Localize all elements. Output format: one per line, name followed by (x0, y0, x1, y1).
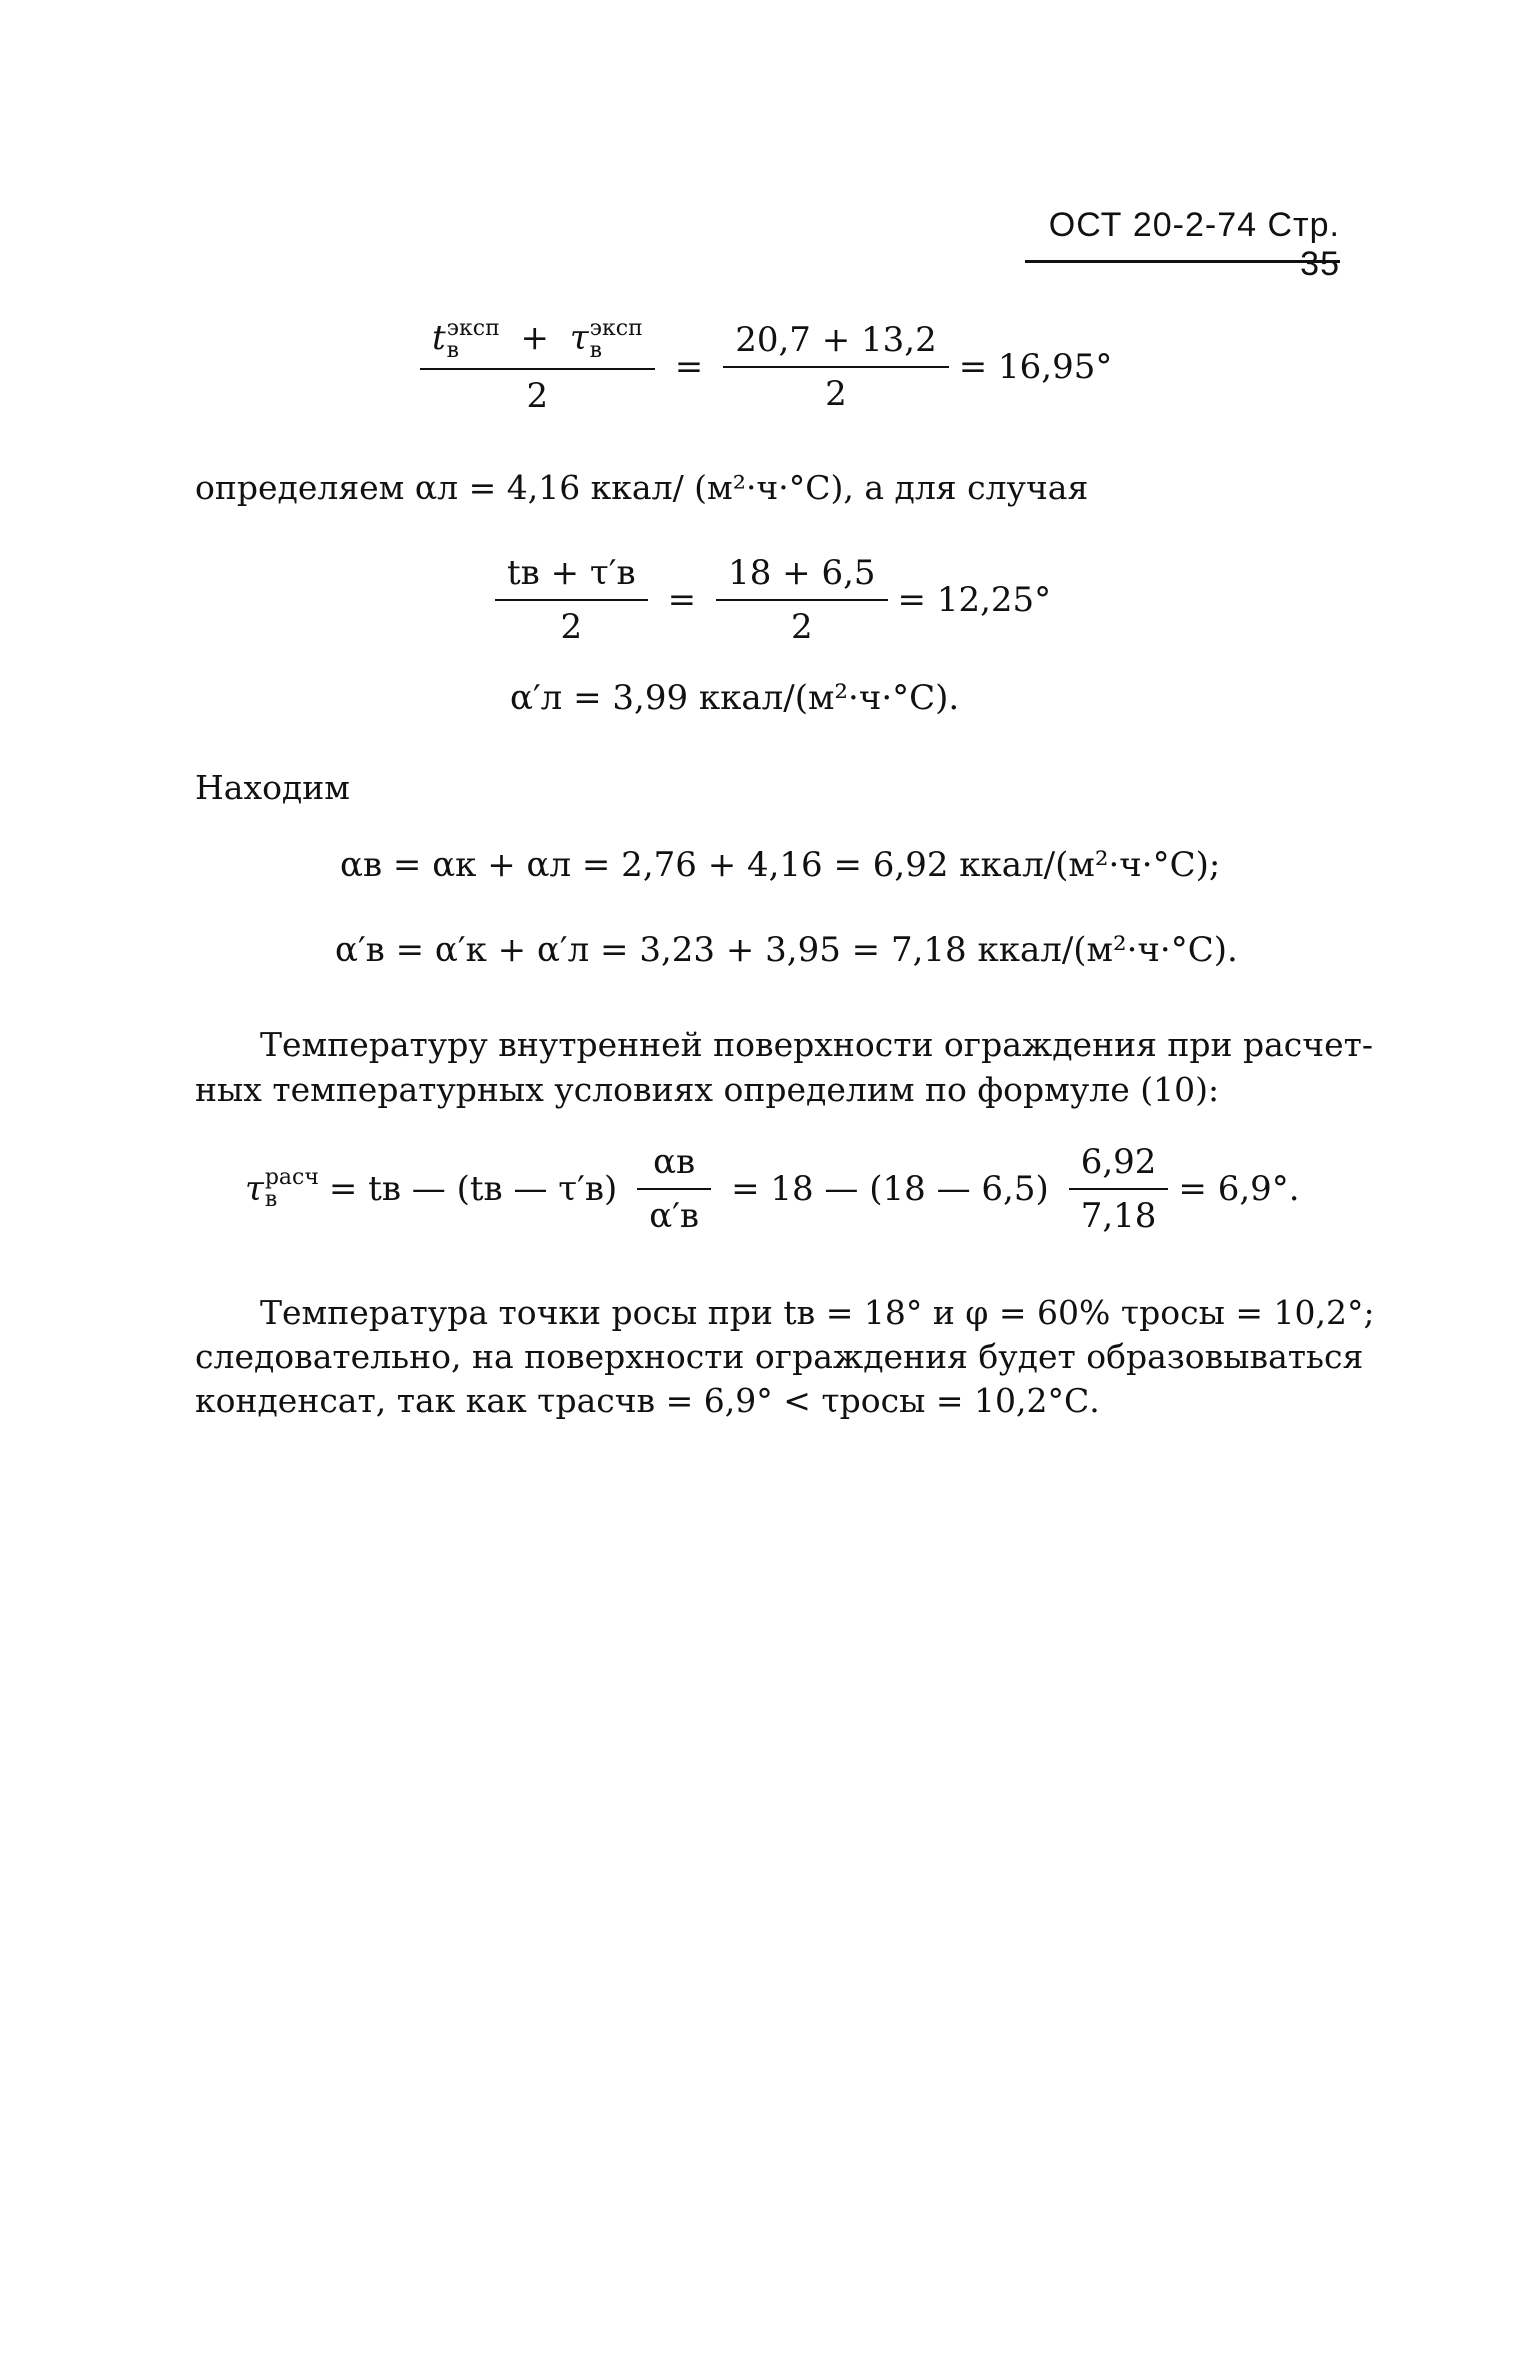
formula-mean-calc: $\frac{tв + \tau'в}{2}$ = $\frac{18 + 6,5}{2}$ = 12,25° (485, 553, 1051, 647)
paragraph-dew-line-2: следовательно, на поверхности ограждения будет образовываться (195, 1337, 1364, 1376)
formula-tau-calc: τ расч в = tв — (tв — τ′в) $\frac{\alpha в}{\alpha'в}$ = 18 — (18 — 6,5) $\frac{6,92}{7,18}$ = 6,9°. (245, 1142, 1300, 1236)
formula-alpha-v-prime: α′в = α′к + α′л = 3,23 + 3,95 = 7,18 ккал/(м²·ч·°С). (335, 930, 1238, 970)
formula-alpha-v: αв = αк + αл = 2,76 + 4,16 = 6,92 ккал/(м²·ч·°С); (340, 845, 1221, 885)
formula-result: = 16,95° (958, 347, 1113, 387)
fraction-denominator: 2 (526, 376, 549, 416)
page-header: ОСТ 20-2-74 Стр. 35 (1048, 206, 1340, 283)
paragraph-temp-line-1: Температуру внутренней поверхности ограждения при расчет- (260, 1025, 1374, 1064)
fraction-numeric: $\frac{20,7 + 13,2}{2}$ (723, 320, 949, 414)
formula-mean-exp: t эксп в + τ эксп в 2 = $\frac{20,7 + 13,2}{2}$ = 16,95° (410, 318, 1112, 416)
text-determine: определяем αл = 4,16 ккал/ (м²·ч·°С), а для случая (195, 468, 1089, 507)
paragraph-temp-line-2: ных температурных условиях определим по формуле (10): (195, 1070, 1220, 1109)
paragraph-dew-line-3: конденсат, так как τрасчв = 6,9° < τросы = 10,2°С. (195, 1381, 1100, 1420)
fraction-symbolic (420, 318, 655, 416)
formula-alpha-l-prime: α′л = 3,99 ккал/(м²·ч·°С). (510, 678, 960, 718)
fraction-numerator: t эксп в + τ эксп в (432, 316, 643, 363)
label-find: Находим (195, 768, 350, 807)
paragraph-dew-line-1: Температура точки росы при tв = 18° и φ = 60% τросы = 10,2°; (260, 1293, 1375, 1332)
header-rule (1025, 260, 1340, 263)
